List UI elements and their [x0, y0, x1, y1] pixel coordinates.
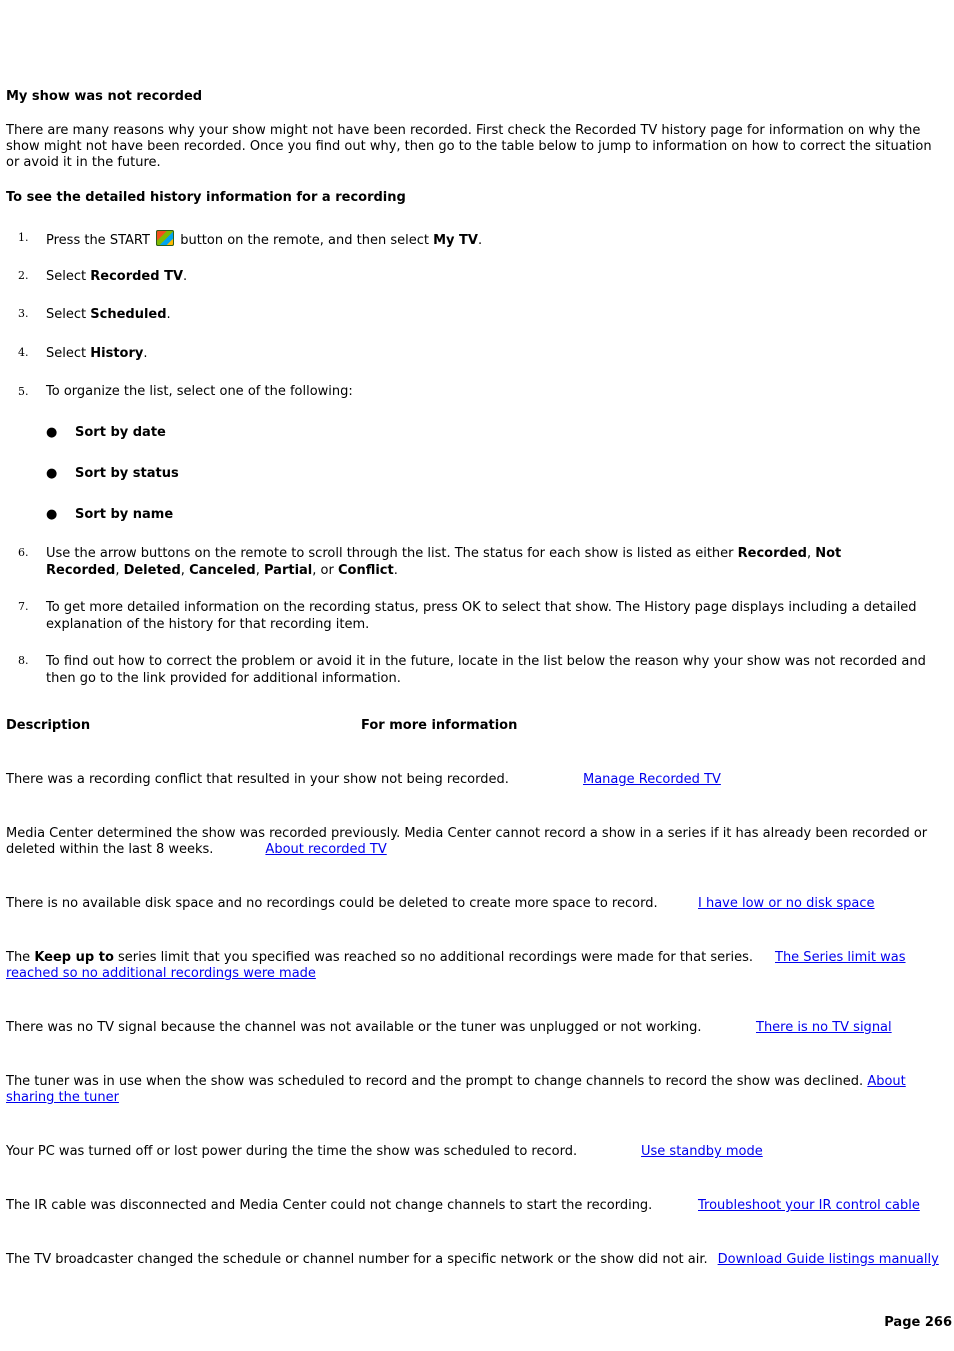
step-text: Select Recorded TV. — [46, 269, 188, 284]
bullet-icon: ● — [46, 425, 58, 440]
row-description: The IR cable was disconnected and Media Center could not change channels to start the recording. — [6, 1198, 653, 1213]
intro-paragraph: There are many reasons why your show might not have been recorded. First check the Recorded TV history page for information on why the show might not have been recorded. Once you find out why, then go to the table below to jump to information on how to correct the situation or avoid it in the future. — [6, 123, 932, 170]
page-number: Page 266 — [884, 1315, 952, 1330]
step-text: To organize the list, select one of the following: — [46, 384, 353, 399]
step-text: To find out how to correct the problem or avoid it in the future, locate in the list below the reason why your show was not recorded and then go to the link provided for additional information. — [46, 654, 926, 686]
download-guide-link[interactable]: Download Guide listings manually — [717, 1252, 939, 1267]
standby-mode-link[interactable]: Use standby mode — [641, 1144, 763, 1159]
step-number: 8. — [18, 654, 29, 667]
step-text: Select History. — [46, 346, 148, 361]
step-text: Use the arrow buttons on the remote to scroll through the list. The status for each show is listed as either Recorded, Not Recorded, Deleted, Canceled, Partial, or Conflict. — [46, 546, 842, 578]
procedure-heading: To see the detailed history information for a recording — [6, 190, 406, 205]
column-header-more-info: For more information — [361, 718, 518, 733]
step-text: Press the START button on the remote, and then select My TV. — [46, 230, 482, 249]
page-heading: My show was not recorded — [6, 89, 203, 104]
step-number: 6. — [18, 546, 29, 559]
step-text: Select Scheduled. — [46, 307, 171, 322]
series-limit-reached-link[interactable]: The Series limit was reached so no additional recordings were made — [6, 950, 906, 981]
step-number: 3. — [18, 307, 29, 320]
list-item: Sort by date — [75, 425, 166, 440]
ir-cable-link[interactable]: Troubleshoot your IR control cable — [698, 1198, 920, 1213]
row-description: There was no TV signal because the channel was not available or the tuner was unplugged or not working. — [6, 1020, 702, 1035]
row-description: The tuner was in use when the show was scheduled to record and the prompt to change channels to record the show was declined. About sharing the tuner — [6, 1074, 906, 1105]
row-description: There was a recording conflict that resulted in your show not being recorded. — [6, 772, 509, 787]
low-disk-space-link[interactable]: I have low or no disk space — [698, 896, 875, 911]
no-tv-signal-link[interactable]: There is no TV signal — [756, 1020, 892, 1035]
bullet-icon: ● — [46, 466, 58, 481]
row-description: There is no available disk space and no recordings could be deleted to create more space to record. — [6, 896, 658, 911]
manage-recorded-tv-link[interactable]: Manage Recorded TV — [583, 772, 721, 787]
bullet-icon: ● — [46, 507, 58, 522]
step-text: To get more detailed information on the recording status, press OK to select that show. The History page displays including a detailed explanation of the history for that recording item. — [46, 600, 917, 632]
row-description: The Keep up to series limit that you specified was reached so no additional recordings were made for that series. The Series limit was reached so no additional recordings were made — [6, 950, 906, 981]
row-description: Your PC was turned off or lost power during the time the show was scheduled to record. — [6, 1144, 578, 1159]
row-description: The TV broadcaster changed the schedule or channel number for a specific network or the show did not air. Download Guide listings manually — [6, 1252, 939, 1267]
step-number: 1. — [18, 231, 29, 244]
step-number: 7. — [18, 600, 29, 613]
step-number: 4. — [18, 346, 29, 359]
row-description: Media Center determined the show was recorded previously. Media Center cannot record a show in a series if it has already been recorded or deleted within the last 8 weeks. About recorded TV — [6, 826, 928, 857]
about-recorded-tv-link[interactable]: About recorded TV — [265, 842, 387, 857]
list-item: Sort by name — [75, 507, 174, 522]
column-header-description: Description — [6, 718, 91, 733]
step-number: 5. — [18, 385, 29, 398]
step-number: 2. — [18, 269, 29, 282]
sharing-tuner-link[interactable]: About sharing the tuner — [6, 1074, 906, 1105]
list-item: Sort by status — [75, 466, 179, 481]
start-button-icon — [156, 230, 174, 246]
